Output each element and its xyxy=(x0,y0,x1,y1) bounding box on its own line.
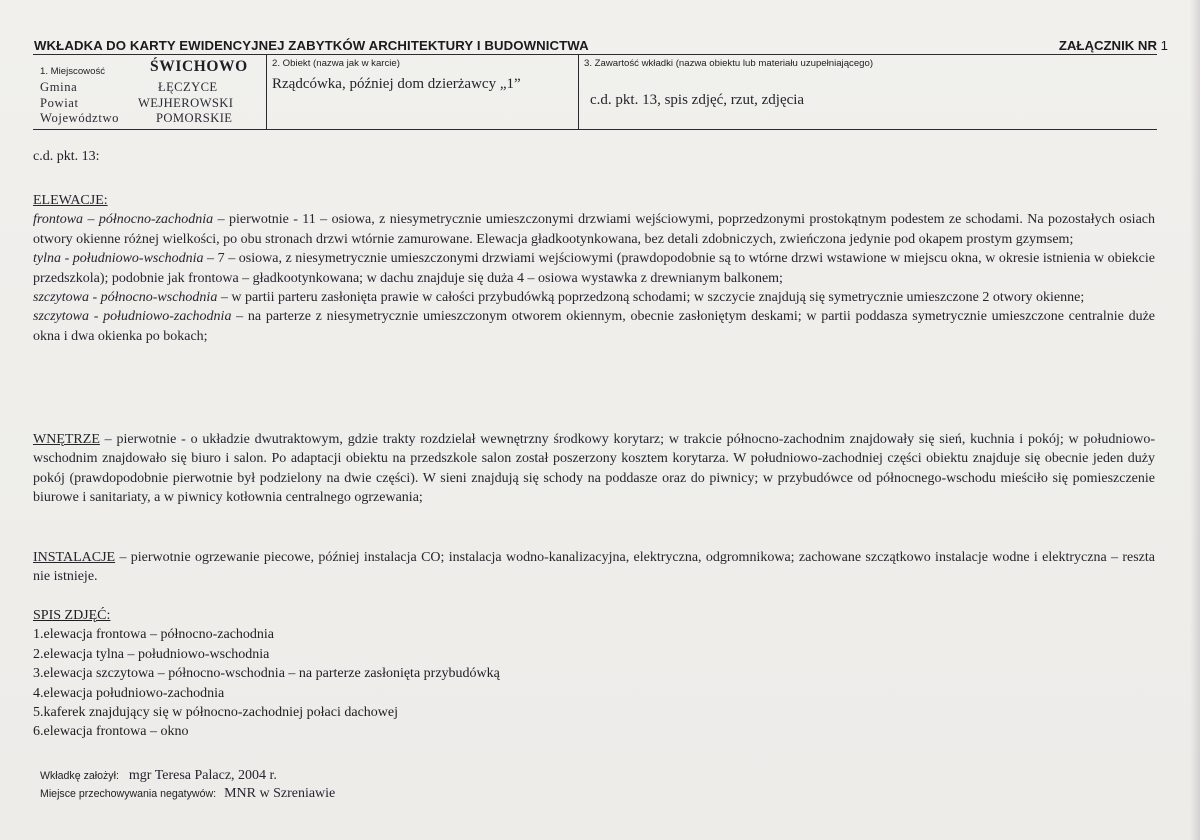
installations-heading: INSTALACJE xyxy=(33,550,116,565)
elevation-item xyxy=(33,249,1155,288)
powiat-label: Powiat xyxy=(40,96,79,110)
photo-list-section xyxy=(33,606,1033,742)
field-divider-1 xyxy=(266,54,267,129)
installations-text: – pierwotnie ogrzewanie piecowe, później instalacja CO; instalacja wodno-kanalizacyjna, elektryczna, odgromnikowa; zachowane szczątkowo instalacje wodne i elektryczna – reszta nie istnieje. xyxy=(33,550,1155,585)
installations-section xyxy=(33,548,1155,587)
photo-list-heading: SPIS ZDJĘĆ: xyxy=(33,608,111,623)
elevation-item xyxy=(33,307,1155,346)
interior-section xyxy=(33,430,1155,508)
photo-list-item: 6.elewacja frontowa – okno xyxy=(33,724,189,740)
gmina-label: Gmina xyxy=(40,80,78,94)
interior-text: – pierwotnie - o układzie dwutraktowym, gdzie trakty rozdzielał wewnętrzny środkowy korytarz; w trakcie północno-zachodnim znajdowały się sień, kuchnia i pokój; w południowo-wschodnim znajdowało się biuro i salon. Po adaptacji obiektu na przedszkole salon został poszerzony kosztem korytarza. W południowo-zachodniej części obiektu znajduje się obecnie jeden duży pokój (prawdopodobnie pierwotnie był podzielony na dwie części). W sieni znajdują się schody na poddasze oraz do piwnicy; w przybudówce od północnego-wschodu mieściło się pomieszczenie biurowe i sanitariaty, a w piwnicy kotłownia centralnego ogrzewania; xyxy=(33,432,1155,506)
elevation-name: szczytowa - południowo-zachodnia xyxy=(33,309,232,325)
storage-line xyxy=(40,784,335,802)
elevation-name: frontowa – północno-zachodnia xyxy=(33,212,214,228)
annex-label-text: ZAŁĄCZNIK NR xyxy=(1058,38,1157,53)
author-value: mgr Teresa Palacz, 2004 r. xyxy=(128,768,277,783)
photo-list-item: 3.elewacja szczytowa – północno-wschodnia – na parterze zasłonięta przybudówką xyxy=(33,666,500,682)
author-label: Wkładkę założył: xyxy=(40,770,119,782)
header-bottom-rule xyxy=(33,129,1157,130)
town-name: ŚWICHOWO xyxy=(150,58,248,75)
document-title: WKŁADKA DO KARTY EWIDENCYJNEJ ZABYTKÓW ARCHITEKTURY I BUDOWNICTWA xyxy=(34,38,589,53)
elevation-text: – pierwotnie - 11 – osiowa, z niesymetrycznie umieszczonymi drzwiami wejściowymi, poprzedzonymi prostokątnym podestem ze schodami. Na pozostałych osiach otwory okienne różnej wielkości, po obu stronach drzwi wtórnie zamurowane. Elewacja gładkootynkowana, bez detali zdobniczych, zwieńczona jedynie pod okapem prostym gzymsem; xyxy=(33,212,1155,247)
insert-contents: c.d. pkt. 13, spis zdjęć, rzut, zdjęcia xyxy=(590,92,805,108)
elevation-text: – na parterze z niesymetrycznie umieszczonym otworem okiennym, obecnie zasłoniętym deskami; w partii poddasza symetrycznie umieszczone centralnie duże okna i dwa okienka po bokach; xyxy=(33,309,1155,344)
photo-list-item: 4.elewacja południowo-zachodnia xyxy=(33,685,225,701)
wojewodztwo-value: POMORSKIE xyxy=(156,111,233,125)
elevations-section xyxy=(33,191,1155,346)
annex-label xyxy=(1059,38,1168,53)
object-name: Rządcówka, później dom dzierżawcy „1” xyxy=(272,76,521,92)
interior-heading: WNĘTRZE xyxy=(33,432,100,447)
field2-label: 2. Obiekt (nazwa jak w karcie) xyxy=(272,58,400,69)
elevation-name: tylna - południowo-wschodnia xyxy=(33,251,204,267)
elevation-item xyxy=(33,210,1155,249)
photo-list-item: 5.kaferek znajdujący się w północno-zachodniej połaci dachowej xyxy=(33,705,399,721)
annex-number: 1 xyxy=(1160,38,1168,53)
elevation-text: – 7 – osiowa, z niesymetrycznie umieszczonymi drzwiami wejściowymi (prawdopodobnie są to wtórne drzwi wstawione w miejscu okna, w okresie istnienia w obiekcie przedszkola); podobnie jak frontowa – gładkootynkowana; w dachu znajduje się duża 4 – osiowa wystawka z drewnianym balkonem; xyxy=(33,251,1156,286)
author-line xyxy=(40,766,277,784)
elevations-heading: ELEWACJE: xyxy=(33,193,108,208)
storage-label: Miejsce przechowywania negatywów: xyxy=(40,788,217,800)
gmina-value: ŁĘCZYCE xyxy=(158,80,218,94)
storage-value: MNR w Szreniawie xyxy=(224,786,336,801)
elevation-item xyxy=(33,288,1155,307)
elevation-text: – w partii parteru zasłonięta prawie w całości przybudówką poprzedzoną schodami; w szczycie znajdują się symetrycznie umieszczone 2 otwory okienne; xyxy=(217,290,1085,306)
powiat-value: WEJHEROWSKI xyxy=(138,96,234,110)
field-divider-2 xyxy=(578,54,579,129)
header-top-rule xyxy=(33,54,1157,55)
photo-list-item: 1.elewacja frontowa – północno-zachodnia xyxy=(33,627,275,643)
photo-list-item: 2.elewacja tylna – południowo-wschodnia xyxy=(33,646,270,662)
field3-label: 3. Zawartość wkładki (nazwa obiektu lub materiału uzupełniającego) xyxy=(584,58,874,69)
intro-text: c.d. pkt. 13: xyxy=(33,149,100,164)
field1-label: 1. Miejscowość xyxy=(40,66,106,77)
elevation-name: szczytowa - północno-wschodnia xyxy=(33,290,218,306)
wojewodztwo-label: Województwo xyxy=(40,111,120,125)
